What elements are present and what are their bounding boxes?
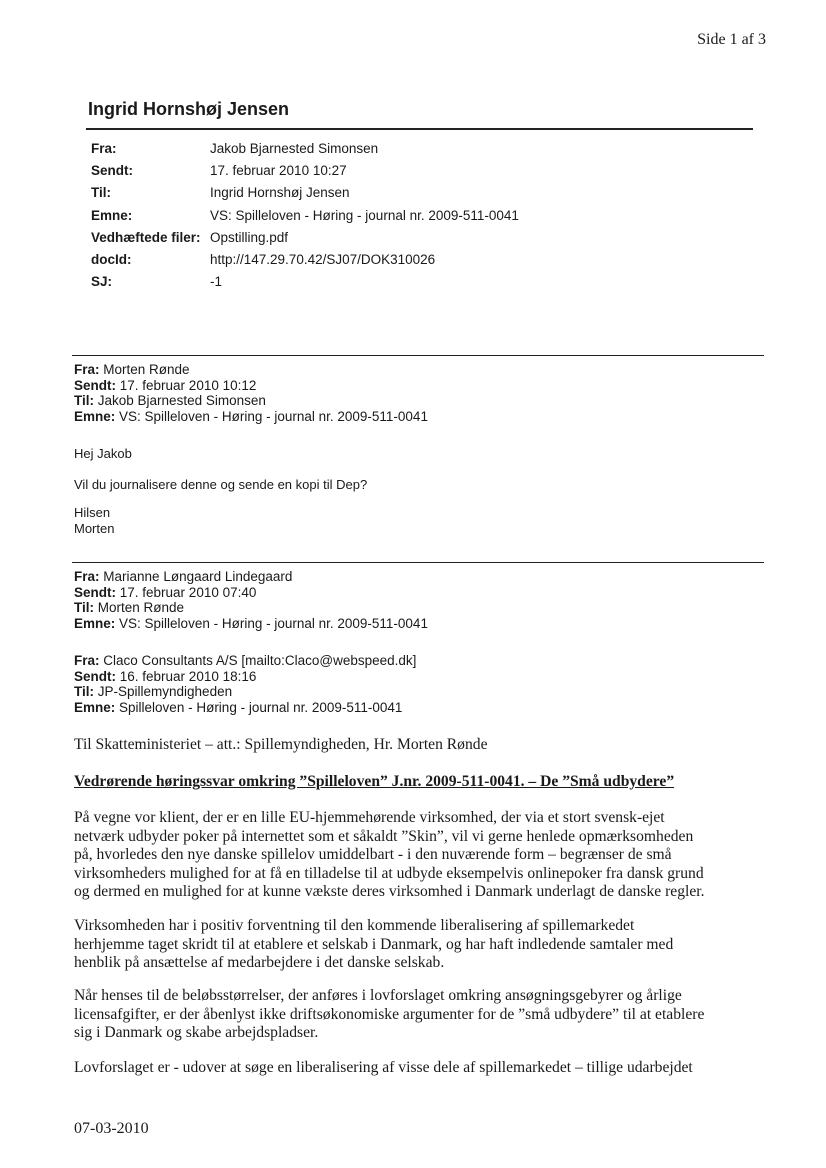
header-sent xyxy=(74,585,428,601)
header-value: Morten Rønde xyxy=(97,600,185,616)
header-subject xyxy=(74,616,428,632)
meta-label: SJ: xyxy=(91,274,113,290)
header-label: Fra: xyxy=(74,653,100,668)
text-line: netværk udbyder poker på internettet som et såkaldt ”Skin”, vil vi gerne henlede opmærksomheden xyxy=(74,827,694,845)
header-label: Fra: xyxy=(74,569,100,584)
forwarded-header-1 xyxy=(74,362,428,424)
header-label: Fra: xyxy=(74,362,100,377)
footer-date: 07-03-2010 xyxy=(74,1120,149,1137)
meta-label: Vedhæftede filer: xyxy=(91,229,201,245)
header-value: Spilleloven - Høring - journal nr. 2009-511-0041 xyxy=(119,699,403,715)
paragraph-2 xyxy=(74,917,764,973)
meta-row-docid xyxy=(91,248,519,270)
meta-row-subject xyxy=(91,204,519,226)
header-label: Til: xyxy=(74,393,94,409)
header-value: Claco Consultants A/S [mailto:Claco@webspeed.dk] xyxy=(103,653,417,668)
email-signature: Morten xyxy=(74,521,115,536)
header-value: 17. februar 2010 07:40 xyxy=(119,584,257,600)
header-label: Emne: xyxy=(74,615,116,631)
header-value: VS: Spilleloven - Høring - journal nr. 2009-511-0041 xyxy=(119,615,428,631)
header-label: Til: xyxy=(74,600,94,616)
meta-value: http://147.29.70.42/SJ07/DOK310026 xyxy=(210,252,436,268)
meta-label: Til: xyxy=(91,185,111,201)
forward-divider-2 xyxy=(72,562,764,563)
text-line: henblik på ansættelse af medarbejdere i det danske selskab. xyxy=(74,954,445,972)
text-line: Når henses til de beløbsstørrelser, der anføres i lovforslaget omkring ansøgningsgebyrer og årlige xyxy=(74,987,682,1004)
meta-label: Emne: xyxy=(91,207,133,223)
header-value: VS: Spilleloven - Høring - journal nr. 2009-511-0041 xyxy=(119,408,428,424)
meta-label: Sendt: xyxy=(91,162,133,178)
forwarded-header-3 xyxy=(74,653,416,715)
text-line: virksomheders mulighed for at få en tilladelse til at udbyde eksempelvis onlinepoker fra dansk grund xyxy=(74,864,704,882)
header-value: Marianne Løngaard Lindegaard xyxy=(103,569,293,584)
text-line: herhjemme taget skridt til at etablere et selskab i Danmark, og har haft indledende samtaler med xyxy=(74,935,674,953)
header-value: Morten Rønde xyxy=(103,362,190,377)
message-metadata xyxy=(91,137,519,293)
header-subject xyxy=(74,700,416,716)
header-sent xyxy=(74,669,416,685)
header-subject xyxy=(74,409,428,425)
addressee-line: Til Skatteministeriet – att.: Spillemyndigheden, Hr. Morten Rønde xyxy=(74,736,488,753)
text-line: På vegne vor klient, der er en lille EU-hjemmehørende virksomhed, der via et stort svensk-ejet xyxy=(74,809,665,826)
meta-label: docId: xyxy=(91,252,132,268)
forward-divider-1 xyxy=(72,355,764,356)
forwarded-header-2 xyxy=(74,569,428,631)
header-label: Emne: xyxy=(74,408,116,424)
meta-value: VS: Spilleloven - Høring - journal nr. 2009-511-0041 xyxy=(210,207,519,223)
meta-value: Jakob Bjarnested Simonsen xyxy=(210,140,379,156)
email-closing: Hilsen xyxy=(74,505,111,520)
header-divider xyxy=(86,128,753,130)
header-to xyxy=(74,600,428,616)
meta-row-attachments xyxy=(91,226,519,248)
header-from xyxy=(74,653,416,669)
header-label: Til: xyxy=(74,684,94,700)
meta-row-to xyxy=(91,182,519,204)
letter-subject: Vedrørende høringssvar omkring ”Spilleloven” J.nr. 2009-511-0041. – De ”Små udbydere” xyxy=(74,773,675,790)
header-label: Sendt: xyxy=(74,377,116,393)
meta-row-sent xyxy=(91,159,519,181)
text-line: sig i Danmark og skabe arbejdspladser. xyxy=(74,1024,319,1042)
paragraph-3 xyxy=(74,987,764,1043)
meta-value: Ingrid Hornshøj Jensen xyxy=(210,185,350,201)
header-to xyxy=(74,684,416,700)
header-from xyxy=(74,569,428,585)
text-line: Virksomheden har i positiv forventning til den kommende liberalisering af spillemarkedet xyxy=(74,917,635,934)
header-value: Jakob Bjarnested Simonsen xyxy=(97,393,266,409)
meta-value: 17. februar 2010 10:27 xyxy=(210,162,347,178)
header-label: Sendt: xyxy=(74,584,116,600)
email-body: Vil du journalisere denne og sende en kopi til Dep? xyxy=(74,477,368,492)
letter-addressee xyxy=(74,736,764,755)
meta-value: Opstilling.pdf xyxy=(210,229,289,245)
page-number: Side 1 af 3 xyxy=(697,31,766,48)
email-greeting: Hej Jakob xyxy=(74,446,132,461)
meta-row-sj xyxy=(91,271,519,293)
header-label: Sendt: xyxy=(74,668,116,684)
text-line: og dermed en mulighed for at kunne vækste deres virksomhed i Danmark underlagt de danske regler. xyxy=(74,883,705,901)
header-sent xyxy=(74,378,428,394)
header-value: 16. februar 2010 18:16 xyxy=(119,668,257,684)
text-line: licensafgifter, er der åbenlyst ikke driftsøkonomiske argumenter for de ”små udbydere” til at etablere xyxy=(74,1005,705,1023)
header-from xyxy=(74,362,428,378)
header-label: Emne: xyxy=(74,699,116,715)
paragraph-1 xyxy=(74,809,764,902)
mailbox-owner-name: Ingrid Hornshøj Jensen xyxy=(88,99,290,119)
paragraph-4 xyxy=(74,1059,764,1078)
header-value: JP-Spillemyndigheden xyxy=(97,684,233,700)
meta-row-from xyxy=(91,137,519,159)
header-value: 17. februar 2010 10:12 xyxy=(119,377,257,393)
header-to xyxy=(74,393,428,409)
meta-label: Fra: xyxy=(91,140,117,156)
meta-value: -1 xyxy=(210,274,223,290)
text-line: Lovforslaget er - udover at søge en liberalisering af visse dele af spillemarkedet – tillige udarbejdet xyxy=(74,1059,693,1076)
text-line: på, hvorledes den nye danske spillelov umiddelbart - i den nuværende form – begrænser de små xyxy=(74,846,672,864)
